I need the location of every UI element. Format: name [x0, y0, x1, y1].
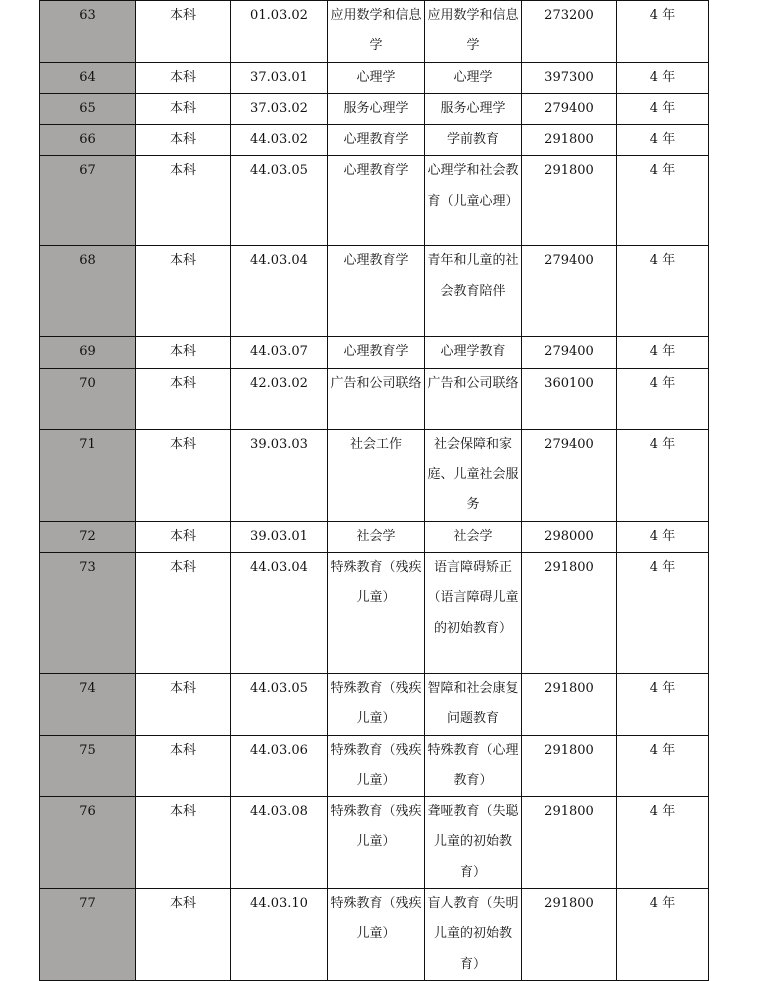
row-number-cell: 63: [40, 1, 136, 63]
degree-level-cell: 本科: [136, 552, 231, 673]
program-code-cell: 42.03.02: [231, 368, 328, 429]
degree-level-cell: 本科: [136, 673, 231, 735]
table-row: [40, 246, 709, 337]
row-number-cell: 70: [40, 368, 136, 429]
program-profile-cell: 心理学和社会教育（儿童心理）: [425, 156, 522, 246]
study-duration-cell: 4 年: [617, 125, 709, 156]
study-duration-cell: 4 年: [617, 93, 709, 124]
study-duration-cell: 4 年: [617, 521, 709, 552]
program-profile-cell: 聋哑教育（失聪儿童的初始教育）: [425, 797, 522, 889]
row-number-cell: 77: [40, 889, 136, 981]
study-direction-cell: 特殊教育（残疾儿童）: [328, 673, 425, 735]
table-row: [40, 368, 709, 429]
program-profile-cell: 语言障碍矫正（语言障碍儿童的初始教育）: [425, 552, 522, 673]
study-direction-cell: 心理教育学: [328, 125, 425, 156]
program-code-cell: 39.03.01: [231, 521, 328, 552]
program-profile-cell: 特殊教育（心理教育）: [425, 735, 522, 797]
degree-level-cell: 本科: [136, 521, 231, 552]
program-code-cell: 44.03.07: [231, 337, 328, 368]
tuition-fee-cell: 279400: [522, 93, 617, 124]
row-number-cell: 74: [40, 673, 136, 735]
program-code-cell: 44.03.05: [231, 673, 328, 735]
program-code-cell: 44.03.06: [231, 735, 328, 797]
program-code-cell: 44.03.04: [231, 552, 328, 673]
program-code-cell: 37.03.02: [231, 93, 328, 124]
study-direction-cell: 心理学: [328, 62, 425, 93]
study-duration-cell: 4 年: [617, 368, 709, 429]
row-number-cell: 68: [40, 246, 136, 337]
table-row: [40, 521, 709, 552]
program-code-cell: 01.03.02: [231, 1, 328, 63]
program-profile-cell: 广告和公司联络: [425, 368, 522, 429]
study-direction-cell: 广告和公司联络: [328, 368, 425, 429]
table-row: [40, 62, 709, 93]
program-profile-cell: 社会学: [425, 521, 522, 552]
degree-level-cell: 本科: [136, 889, 231, 981]
degree-level-cell: 本科: [136, 797, 231, 889]
row-number-cell: 66: [40, 125, 136, 156]
tuition-fee-cell: 279400: [522, 429, 617, 521]
row-number-cell: 65: [40, 93, 136, 124]
study-direction-cell: 特殊教育（残疾儿童）: [328, 552, 425, 673]
row-number-cell: 73: [40, 552, 136, 673]
row-number-cell: 71: [40, 429, 136, 521]
row-number-cell: 75: [40, 735, 136, 797]
table-row: [40, 156, 709, 246]
program-profile-cell: 社会保障和家庭、儿童社会服务: [425, 429, 522, 521]
table-row: [40, 429, 709, 521]
study-direction-cell: 心理教育学: [328, 156, 425, 246]
program-profile-cell: 青年和儿童的社会教育陪伴: [425, 246, 522, 337]
study-duration-cell: 4 年: [617, 673, 709, 735]
program-code-cell: 37.03.01: [231, 62, 328, 93]
row-number-cell: 76: [40, 797, 136, 889]
tuition-fee-cell: 291800: [522, 673, 617, 735]
tuition-fee-cell: 291800: [522, 797, 617, 889]
table-row: [40, 735, 709, 797]
study-direction-cell: 心理教育学: [328, 246, 425, 337]
study-direction-cell: 应用数学和信息学: [328, 1, 425, 63]
row-number-cell: 72: [40, 521, 136, 552]
program-profile-cell: 盲人教育（失明儿童的初始教育）: [425, 889, 522, 981]
program-profile-cell: 智障和社会康复问题教育: [425, 673, 522, 735]
tuition-fee-cell: 298000: [522, 521, 617, 552]
tuition-fee-cell: 291800: [522, 156, 617, 246]
study-direction-cell: 特殊教育（残疾儿童）: [328, 797, 425, 889]
table-row: [40, 673, 709, 735]
program-code-cell: 44.03.04: [231, 246, 328, 337]
study-duration-cell: 4 年: [617, 429, 709, 521]
program-profile-cell: 心理学教育: [425, 337, 522, 368]
study-duration-cell: 4 年: [617, 156, 709, 246]
study-duration-cell: 4 年: [617, 552, 709, 673]
table-row: [40, 337, 709, 368]
program-profile-cell: 服务心理学: [425, 93, 522, 124]
program-code-cell: 39.03.03: [231, 429, 328, 521]
degree-level-cell: 本科: [136, 368, 231, 429]
table-row: [40, 797, 709, 889]
study-duration-cell: 4 年: [617, 62, 709, 93]
degree-level-cell: 本科: [136, 156, 231, 246]
degree-level-cell: 本科: [136, 62, 231, 93]
degree-level-cell: 本科: [136, 735, 231, 797]
tuition-fee-cell: 360100: [522, 368, 617, 429]
table-row: [40, 93, 709, 124]
tuition-fee-cell: 291800: [522, 889, 617, 981]
table-row: [40, 1, 709, 63]
study-duration-cell: 4 年: [617, 889, 709, 981]
degree-level-cell: 本科: [136, 246, 231, 337]
program-code-cell: 44.03.05: [231, 156, 328, 246]
program-code-cell: 44.03.02: [231, 125, 328, 156]
table-row: [40, 125, 709, 156]
study-duration-cell: 4 年: [617, 246, 709, 337]
row-number-cell: 67: [40, 156, 136, 246]
study-direction-cell: 特殊教育（残疾儿童）: [328, 889, 425, 981]
row-number-cell: 64: [40, 62, 136, 93]
tuition-fee-cell: 291800: [522, 735, 617, 797]
study-duration-cell: 4 年: [617, 797, 709, 889]
degree-level-cell: 本科: [136, 1, 231, 63]
tuition-fee-cell: 291800: [522, 552, 617, 673]
study-direction-cell: 社会学: [328, 521, 425, 552]
study-direction-cell: 社会工作: [328, 429, 425, 521]
study-duration-cell: 4 年: [617, 735, 709, 797]
programs-table-body: [40, 1, 709, 981]
study-direction-cell: 服务心理学: [328, 93, 425, 124]
tuition-fee-cell: 279400: [522, 337, 617, 368]
program-code-cell: 44.03.10: [231, 889, 328, 981]
program-profile-cell: 应用数学和信息学: [425, 1, 522, 63]
study-duration-cell: 4 年: [617, 337, 709, 368]
program-profile-cell: 心理学: [425, 62, 522, 93]
degree-level-cell: 本科: [136, 337, 231, 368]
degree-level-cell: 本科: [136, 125, 231, 156]
study-direction-cell: 心理教育学: [328, 337, 425, 368]
table-row: [40, 552, 709, 673]
tuition-fee-cell: 291800: [522, 125, 617, 156]
study-duration-cell: 4 年: [617, 1, 709, 63]
programs-table: [39, 0, 709, 981]
degree-level-cell: 本科: [136, 93, 231, 124]
table-row: [40, 889, 709, 981]
study-direction-cell: 特殊教育（残疾儿童）: [328, 735, 425, 797]
row-number-cell: 69: [40, 337, 136, 368]
tuition-fee-cell: 397300: [522, 62, 617, 93]
degree-level-cell: 本科: [136, 429, 231, 521]
program-code-cell: 44.03.08: [231, 797, 328, 889]
tuition-fee-cell: 273200: [522, 1, 617, 63]
program-profile-cell: 学前教育: [425, 125, 522, 156]
tuition-fee-cell: 279400: [522, 246, 617, 337]
